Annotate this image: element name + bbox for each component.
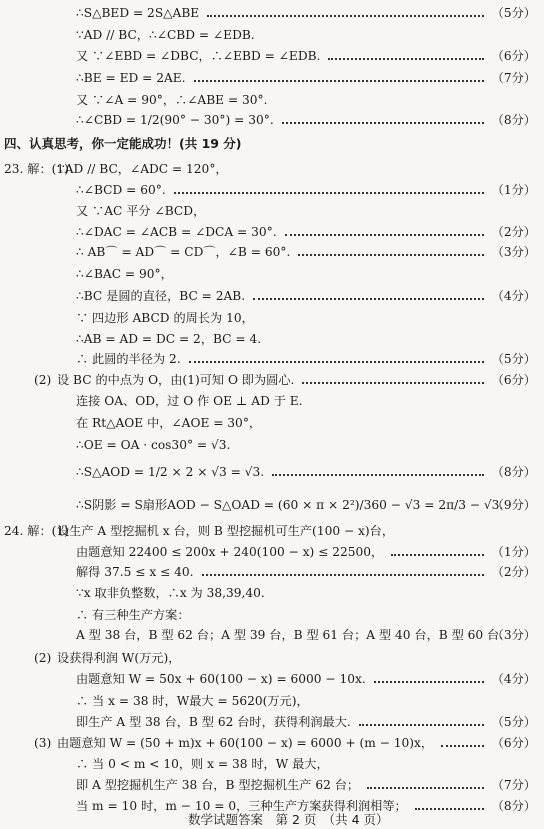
score-mark: （7分） xyxy=(491,71,536,85)
dot-leader xyxy=(282,122,484,124)
answer-line xyxy=(0,202,544,220)
line-text: ∴S△BED = 2S△ABE xyxy=(76,6,200,20)
score-mark: （6分） xyxy=(491,373,536,387)
question-label: (3) xyxy=(34,736,52,750)
line-text: 又 ∵AC 平分 ∠BCD， xyxy=(76,204,206,218)
answer-line xyxy=(0,4,544,22)
dot-leader xyxy=(285,234,484,236)
page-footer xyxy=(0,811,544,829)
dot-leader xyxy=(302,382,484,384)
question-label: (2) xyxy=(34,373,52,387)
answer-line xyxy=(0,734,544,752)
answer-line xyxy=(0,543,544,561)
dot-leader xyxy=(415,808,484,810)
line-text: 设 BC 的中点为 O，由(1)可知 O 即为圆心. xyxy=(57,373,295,387)
score-mark: （1分） xyxy=(491,183,536,197)
dot-leader xyxy=(298,254,484,256)
line-text: ∴∠BCD = 60°. xyxy=(76,183,166,197)
line-text: ∴AB = AD = DC = 2，BC = 4. xyxy=(76,332,262,346)
dot-leader xyxy=(207,15,484,17)
question-label: (2) xyxy=(34,651,52,665)
line-text: ∴∠CBD = 1/2(90° − 30°) = 30°. xyxy=(76,113,274,127)
answer-line xyxy=(0,713,544,731)
dot-leader xyxy=(391,554,484,556)
dot-leader xyxy=(359,724,484,726)
answer-line xyxy=(0,606,544,624)
score-mark: （6分） xyxy=(491,736,536,750)
line-text: ∴ 此圆的半径为 2. xyxy=(76,352,181,366)
score-mark: （3分） xyxy=(491,628,536,642)
score-mark: （8分） xyxy=(491,799,536,813)
line-text: 由题意知 W = 50x + 60(100 − x) = 6000 − 10x. xyxy=(76,672,366,686)
answer-line xyxy=(0,91,544,109)
question-label: 24. 解：(1) xyxy=(4,524,69,538)
line-text: 解得 37.5 ≤ x ≤ 40. xyxy=(76,565,194,579)
answer-line xyxy=(0,436,544,454)
answer-line xyxy=(0,26,544,44)
dot-leader xyxy=(174,192,484,194)
dot-leader xyxy=(374,681,484,683)
score-mark: （5分） xyxy=(491,715,536,729)
line-text: 即 A 型挖掘机生产 38 台，B 型挖掘机生产 62 台； xyxy=(76,778,360,792)
answer-line xyxy=(0,243,544,261)
answer-line xyxy=(0,649,544,667)
line-text: 连接 OA、OD，过 O 作 OE ⊥ AD 于 E. xyxy=(76,394,303,408)
answer-line xyxy=(0,776,544,794)
answer-line xyxy=(0,584,544,602)
answer-line xyxy=(0,626,544,644)
answer-line xyxy=(0,47,544,65)
line-text: 四、认真思考，你一定能成功！(共 19 分) xyxy=(4,136,242,151)
dot-leader xyxy=(202,574,484,576)
answer-line xyxy=(0,692,544,710)
line-text: ∴ AB⌒ = AD⌒ = CD⌒，∠B = 60°. xyxy=(76,245,291,259)
answer-line xyxy=(0,160,544,178)
question-label: 23. 解：(1) xyxy=(4,162,69,176)
answer-line xyxy=(0,309,544,327)
answer-line xyxy=(0,414,544,432)
line-text: A 型 38 台，B 型 62 台；A 型 39 台，B 型 61 台；A 型 40 台，B 型 60 台. xyxy=(76,628,504,642)
line-text: ∴ 有三种生产方案： xyxy=(76,608,190,622)
dot-leader xyxy=(272,474,484,476)
line-text: ∴ 当 0 < m < 10，则 x = 38 时，W 最大， xyxy=(76,757,329,771)
line-text: ∴∠DAC = ∠ACB = ∠DCA = 30°. xyxy=(76,225,277,239)
answer-line xyxy=(0,350,544,368)
line-text: 由题意知 22400 ≤ 200x + 240(100 − x) ≤ 22500， xyxy=(76,545,384,559)
dot-leader xyxy=(328,58,484,60)
line-text: ∵AD // BC，∴∠CBD = ∠EDB. xyxy=(76,28,255,42)
answer-line xyxy=(0,265,544,283)
answer-line xyxy=(0,371,544,389)
answer-line xyxy=(0,135,544,153)
score-mark: （8分） xyxy=(491,465,536,479)
score-mark: （4分） xyxy=(491,672,536,686)
answer-line xyxy=(0,522,544,540)
footer-text: 数学试题答案 第 2 页 （共 4 页） xyxy=(188,812,389,827)
score-mark: （7分） xyxy=(491,778,536,792)
line-text: 设获得利润 W(万元)， xyxy=(57,651,181,665)
line-text: ∴S阴影 = S扇形AOD − S△OAD = (60 × π × 2²)/360 − √3 = 2π/3 − √3. xyxy=(76,498,504,512)
dot-leader xyxy=(441,745,484,747)
answer-line xyxy=(0,330,544,348)
answer-line xyxy=(0,755,544,773)
answer-line xyxy=(0,670,544,688)
score-mark: （8分） xyxy=(491,113,536,127)
dot-leader xyxy=(194,80,484,82)
score-mark: （9分） xyxy=(491,498,536,512)
line-text: ∴OE = OA · cos30° = √3. xyxy=(76,438,231,452)
score-mark: （5分） xyxy=(491,352,536,366)
line-text: ∴BC 是圆的直径，BC = 2AB. xyxy=(76,289,246,303)
line-text: ∴ 当 x = 38 时，W最大 = 5620(万元)， xyxy=(76,694,309,708)
answer-line xyxy=(0,69,544,87)
dot-leader xyxy=(253,298,484,300)
line-text: 又 ∵∠EBD = ∠DBC，∴∠EBD = ∠EDB. xyxy=(76,49,321,63)
dot-leader xyxy=(189,361,484,363)
line-text: 即生产 A 型 38 台，B 型 62 台时，获得利润最大. xyxy=(76,715,351,729)
line-text: ∴S△AOD = 1/2 × 2 × √3 = √3. xyxy=(76,465,265,479)
score-mark: （4分） xyxy=(491,289,536,303)
line-text: ∵x 取非负整数，∴x 为 38,39,40. xyxy=(76,586,265,600)
score-mark: （1分） xyxy=(491,545,536,559)
line-text: 在 Rt△AOE 中，∠AOE = 30°， xyxy=(76,416,262,430)
score-mark: （6分） xyxy=(491,49,536,63)
answer-line xyxy=(0,287,544,305)
line-text: ∴∠BAC = 90°， xyxy=(76,267,173,281)
answer-line xyxy=(0,463,544,481)
score-mark: （2分） xyxy=(491,565,536,579)
answer-line xyxy=(0,223,544,241)
line-text: ∵ 四边形 ABCD 的周长为 10， xyxy=(76,311,254,325)
score-mark: （3分） xyxy=(491,245,536,259)
score-mark: （5分） xyxy=(491,6,536,20)
dot-leader xyxy=(367,787,484,789)
line-text: 又 ∵∠A = 90°，∴∠ABE = 30°. xyxy=(76,93,268,107)
answer-line xyxy=(0,392,544,410)
line-text: 当 m = 10 时，m − 10 = 0，三种生产方案获得利润相等； xyxy=(76,799,407,813)
answer-line xyxy=(0,181,544,199)
score-mark: （2分） xyxy=(491,225,536,239)
line-text: 由题意知 W = (50 + m)x + 60(100 − x) = 6000 + (m − 10)x， xyxy=(57,736,434,750)
answer-line xyxy=(0,496,544,514)
answer-line xyxy=(0,563,544,581)
line-text: ∴BE = ED = 2AE. xyxy=(76,71,186,85)
line-text: ∵AD // BC，∠ADC = 120°， xyxy=(57,162,228,176)
line-text: 设生产 A 型挖掘机 x 台，则 B 型挖掘机可生产(100 − x)台， xyxy=(57,524,395,538)
answer-line xyxy=(0,111,544,129)
